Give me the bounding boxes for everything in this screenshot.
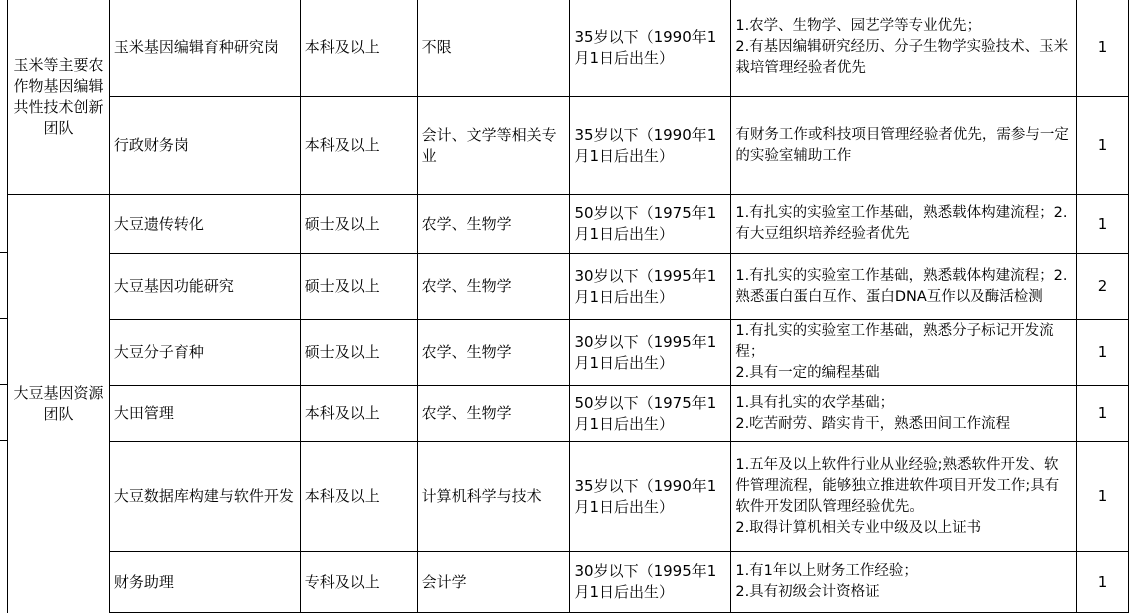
requirement-line: 1.有扎实的实验室工作基础，熟悉分子标记开发流程；	[735, 323, 1054, 360]
left-margin-rule	[0, 318, 7, 319]
count-cell: 2	[1077, 254, 1129, 320]
table-row	[8, 320, 1129, 386]
requirement-line: 2.取得计算机相关专业中级及以上证书	[735, 519, 982, 536]
major-cell: 不限	[417, 0, 570, 97]
requirement-cell	[731, 320, 1077, 386]
requirement-cell	[731, 0, 1077, 97]
education-cell: 硕士及以上	[300, 254, 417, 320]
requirement-cell	[731, 552, 1077, 613]
age-cell: 50岁以下（1975年1月1日后出生）	[570, 386, 731, 442]
count-cell: 1	[1077, 552, 1129, 613]
position-cell: 大豆遗传转化	[109, 195, 300, 254]
requirement-cell	[731, 442, 1077, 552]
requirement-cell	[731, 254, 1077, 320]
table-row	[8, 254, 1129, 320]
position-cell: 大豆数据库构建与软件开发	[109, 442, 300, 552]
major-cell: 计算机科学与技术	[417, 442, 570, 552]
table-row	[8, 0, 1129, 97]
major-cell: 农学、生物学	[417, 254, 570, 320]
age-cell: 35岁以下（1990年1月1日后出生）	[570, 97, 731, 195]
age-cell: 35岁以下（1990年1月1日后出生）	[570, 442, 731, 552]
major-cell: 会计学	[417, 552, 570, 613]
count-cell: 1	[1077, 442, 1129, 552]
age-cell: 30岁以下（1995年1月1日后出生）	[570, 254, 731, 320]
team-cell: 玉米等主要农作物基因编辑共性技术创新团队	[8, 0, 110, 195]
major-cell: 农学、生物学	[417, 320, 570, 386]
requirement-line: 2.吃苦耐劳、踏实肯干，熟悉田间工作流程	[735, 415, 1011, 432]
major-cell: 农学、生物学	[417, 195, 570, 254]
requirement-line: 2.有基因编辑研究经历、分子生物学实验技术、玉米栽培管理经验者优先	[735, 39, 1069, 76]
count-cell: 1	[1077, 320, 1129, 386]
position-cell: 大豆分子育种	[109, 320, 300, 386]
education-cell: 本科及以上	[300, 97, 417, 195]
requirement-cell	[731, 386, 1077, 442]
left-margin-rule	[0, 252, 7, 253]
major-cell: 会计、文学等相关专业	[417, 97, 570, 195]
education-cell: 硕士及以上	[300, 320, 417, 386]
requirement-cell	[731, 195, 1077, 254]
team-cell: 大豆基因资源团队	[8, 195, 110, 613]
requirement-line: 1.有1年以上财务工作经验；	[735, 563, 918, 579]
education-cell: 硕士及以上	[300, 195, 417, 254]
left-margin-rule	[0, 384, 7, 385]
table-row	[8, 195, 1129, 254]
requirement-line: 1.农学、生物学、园艺学等专业优先；	[735, 18, 982, 34]
education-cell: 本科及以上	[300, 442, 417, 552]
left-margin-rule	[0, 440, 7, 441]
requirement-line: 1.有扎实的实验室工作基础，熟悉载体构建流程；2.有大豆组织培养经验者优先	[735, 205, 1068, 242]
age-cell: 35岁以下（1990年1月1日后出生）	[570, 0, 731, 97]
requirement-line: 1.五年及以上软件行业从业经验;熟悉软件开发、软件管理流程，能够独立推进软件项目开发工作;具有软件开发团队管理经验优先。	[735, 456, 1060, 515]
education-cell: 本科及以上	[300, 0, 417, 97]
requirement-line: 2.具有一定的编程基础	[735, 365, 880, 381]
recruitment-table	[7, 0, 1129, 613]
requirement-line: 1.具有扎实的农学基础；	[735, 394, 895, 411]
count-cell: 1	[1077, 97, 1129, 195]
requirement-cell	[731, 97, 1077, 195]
age-cell: 30岁以下（1995年1月1日后出生）	[570, 320, 731, 386]
table-row	[8, 97, 1129, 195]
position-cell: 大豆基因功能研究	[109, 254, 300, 320]
position-cell: 大田管理	[109, 386, 300, 442]
count-cell: 1	[1077, 0, 1129, 97]
education-cell: 本科及以上	[300, 386, 417, 442]
table-row	[8, 442, 1129, 552]
requirement-line: 1.有扎实的实验室工作基础，熟悉载体构建流程；2.熟悉蛋白蛋白互作、蛋白DNA互作以及酶活检测	[735, 267, 1068, 305]
requirement-line: 有财务工作或科技项目管理经验者优先，需参与一定的实验室辅助工作	[735, 126, 1069, 164]
position-cell: 玉米基因编辑育种研究岗	[109, 0, 300, 97]
position-cell: 财务助理	[109, 552, 300, 613]
age-cell: 30岁以下（1995年1月1日后出生）	[570, 552, 731, 613]
count-cell: 1	[1077, 195, 1129, 254]
requirement-line: 2.具有初级会计资格证	[735, 584, 880, 600]
major-cell: 农学、生物学	[417, 386, 570, 442]
education-cell: 专科及以上	[300, 552, 417, 613]
table-row	[8, 552, 1129, 613]
position-cell: 行政财务岗	[109, 97, 300, 195]
table-row	[8, 386, 1129, 442]
count-cell: 1	[1077, 386, 1129, 442]
age-cell: 50岁以下（1975年1月1日后出生）	[570, 195, 731, 254]
